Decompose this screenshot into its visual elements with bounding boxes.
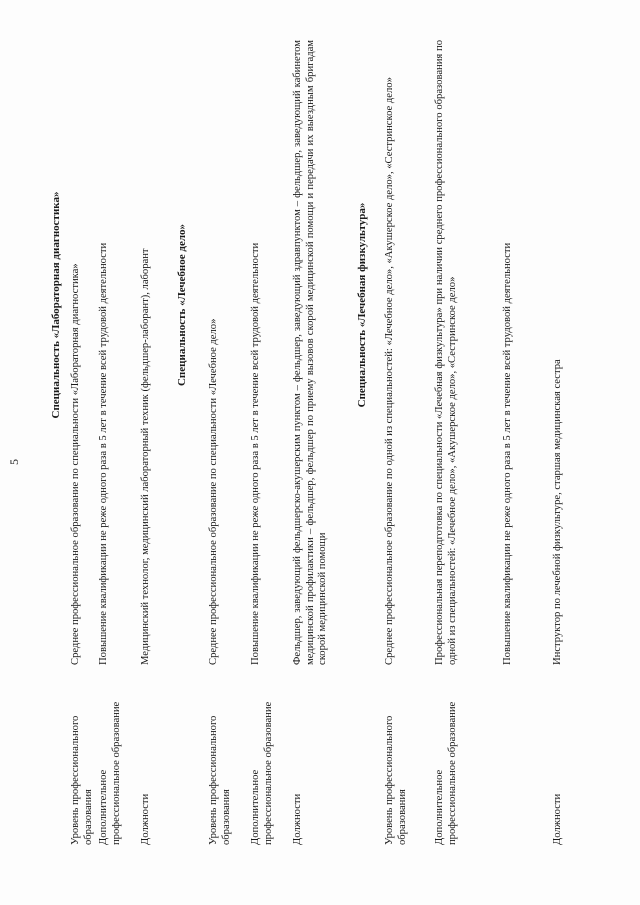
- row-label: Должности: [140, 793, 151, 845]
- row-text: Повышение квалификации не реже одного раза в 5 лет в течение всей трудовой деятельности: [502, 242, 513, 665]
- row-label: Должности: [552, 793, 563, 845]
- row-text: Фельдшер, заведующий фельдшерско-акушерским пунктом – фельдшер, заведующий здравпунктом – фельдшер, заведующий кабинетом медицинской профилактики – фельдшер, фельдшер по приему вызовов скорой медицинской помощи и передачи их выездным бригадам скорой медицинской помощи: [292, 40, 329, 665]
- section-title: Специальность «Лабораторная диагностика»: [50, 191, 62, 419]
- row-text: Инструктор по лечебной физкультуре, старшая медицинская сестра: [552, 359, 563, 665]
- row-label: Уровень профессионального образования: [70, 715, 94, 845]
- page-number: 5: [7, 459, 21, 465]
- row-text: Медицинский технолог, медицинский лабораторный техник (фельдшер-лаборант), лаборант: [140, 248, 151, 665]
- row-text: Повышение квалификации не реже одного раза в 5 лет в течение всей трудовой деятельности: [98, 242, 109, 665]
- section-title: Специальность «Лечебная физкультура»: [356, 202, 368, 408]
- row-label: Должности: [292, 793, 303, 845]
- section-title: Специальность «Лечебное дело»: [176, 223, 188, 387]
- row-text: Среднее профессиональное образование по одной из специальностей: «Лечебное дело», «Акушерское дело», «Сестринское дело»: [384, 77, 395, 665]
- row-text: Среднее профессиональное образование по специальности «Лабораторная диагностика»: [70, 263, 81, 665]
- row-label: Дополнительное профессиональное образование: [434, 701, 458, 845]
- row-label: Уровень профессионального образования: [208, 715, 232, 845]
- row-label: Дополнительное профессиональное образование: [250, 701, 274, 845]
- row-text: Среднее профессиональное образование по специальности «Лечебное дело»: [208, 318, 219, 665]
- row-label: Дополнительное профессиональное образование: [98, 701, 122, 845]
- row-label: Уровень профессионального образования: [384, 715, 408, 845]
- row-text: Профессиональная переподготовка по специальности «Лечебная физкультура» при наличии среднего профессионального образования по одной из специальностей: «Лечебное дело», «Акушерское дело», «Сестринское дело»: [434, 40, 458, 665]
- row-text: Повышение квалификации не реже одного раза в 5 лет в течение всей трудовой деятельности: [250, 242, 261, 665]
